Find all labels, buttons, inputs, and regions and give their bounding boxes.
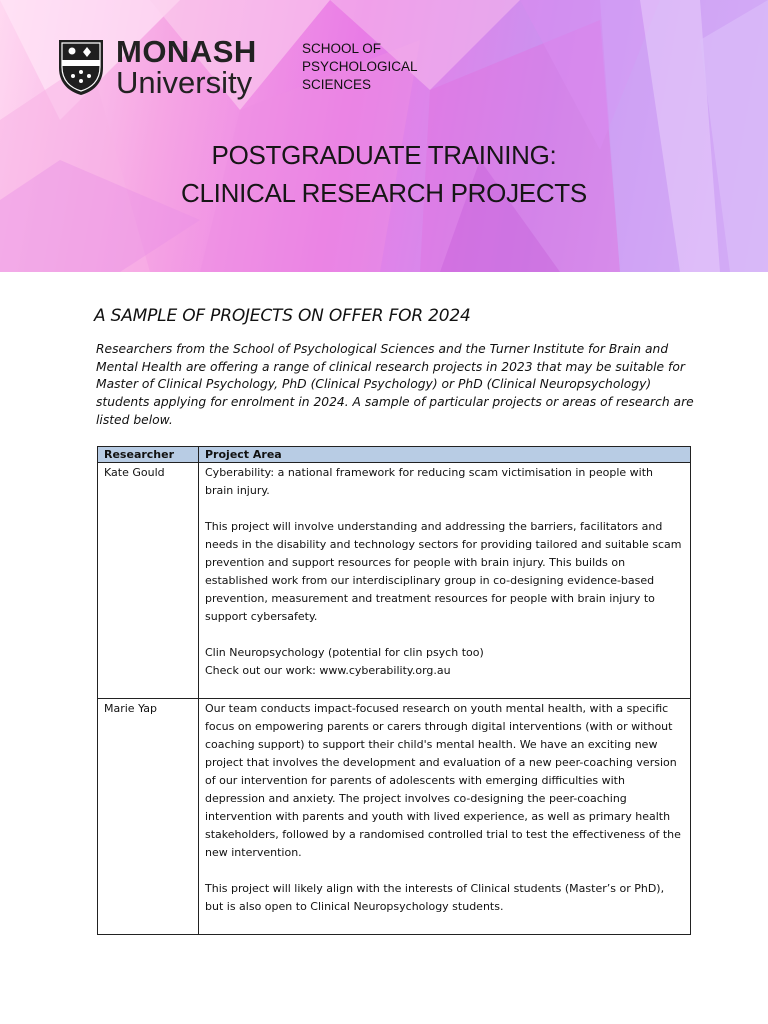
- page-title-line-1: POSTGRADUATE TRAINING:: [211, 140, 557, 170]
- school-name: [302, 40, 442, 94]
- project-area-cell: [199, 463, 691, 699]
- project-paragraph: Our team conducts impact-focused research on youth mental health, with a specific focus on empowering parents or carers through digital interventions (with or without coaching support) to support their child's mental health. We have an exciting new project that involves the development and evaluation of a new peer-coaching version of our intervention for parents of adolescents with emerging difficulties with depression and anxiety. The project involves co-designing the peer-coaching intervention with parents and youth with lived experience, as well as primary health stakeholders, followed by a randomised controlled trial to test the effectiveness of the new intervention.: [205, 702, 681, 859]
- researcher-cell: Kate Gould: [98, 463, 199, 699]
- table-row: [98, 699, 691, 935]
- table-header-row: [98, 447, 691, 463]
- university-name: MONASH: [116, 34, 257, 69]
- project-paragraph: This project will involve understanding and addressing the barriers, facilitators and needs in the disability and technology sectors for providing tailored and suitable scam prevention and support resources for people with brain injury. This builds on established work from our interdisciplinary group in co-designing evidence-based prevention, measurement and treatment resources for people with brain injury to support cybersafety.: [205, 520, 682, 623]
- monash-logo: [56, 36, 276, 100]
- page-title-line-2: CLINICAL RESEARCH PROJECTS: [181, 178, 587, 208]
- section-heading: A SAMPLE OF PROJECTS ON OFFER FOR 2024: [94, 306, 471, 326]
- project-paragraph: Clin Neuropsychology (potential for clin psych too): [205, 646, 484, 659]
- school-line-3: SCIENCES: [302, 77, 372, 92]
- project-paragraph: This project will likely align with the interests of Clinical students (Master’s or PhD), but is also open to Clinical Neuropsychology students.: [205, 882, 665, 913]
- column-header-project-area: Project Area: [199, 447, 691, 463]
- university-word: University: [116, 65, 253, 100]
- school-line-2: PSYCHOLOGICAL: [302, 59, 418, 74]
- project-area-cell: [199, 699, 691, 935]
- school-line-1: SCHOOL OF: [302, 41, 382, 56]
- projects-table: [97, 446, 691, 935]
- researcher-cell: Marie Yap: [98, 699, 199, 935]
- project-paragraph: Cyberability: a national framework for reducing scam victimisation in people with brain injury.: [205, 466, 653, 497]
- projects-table-wrapper: [97, 446, 691, 935]
- intro-paragraph: Researchers from the School of Psychological Sciences and the Turner Institute for Brain and Mental Health are offering a range of clinical research projects in 2023 that may be suitable for Master of Clinical Psychology, PhD (Clinical Psychology) or PhD (Clinical Neuropsychology) students applying for enrolment in 2024. A sample of particular projects or areas of research are listed below.: [96, 342, 694, 427]
- table-row: [98, 463, 691, 699]
- project-paragraph: Check out our work: www.cyberability.org.au: [205, 664, 451, 677]
- crest-icon: [56, 38, 106, 96]
- header-banner: [0, 0, 768, 272]
- column-header-researcher: Researcher: [98, 447, 199, 463]
